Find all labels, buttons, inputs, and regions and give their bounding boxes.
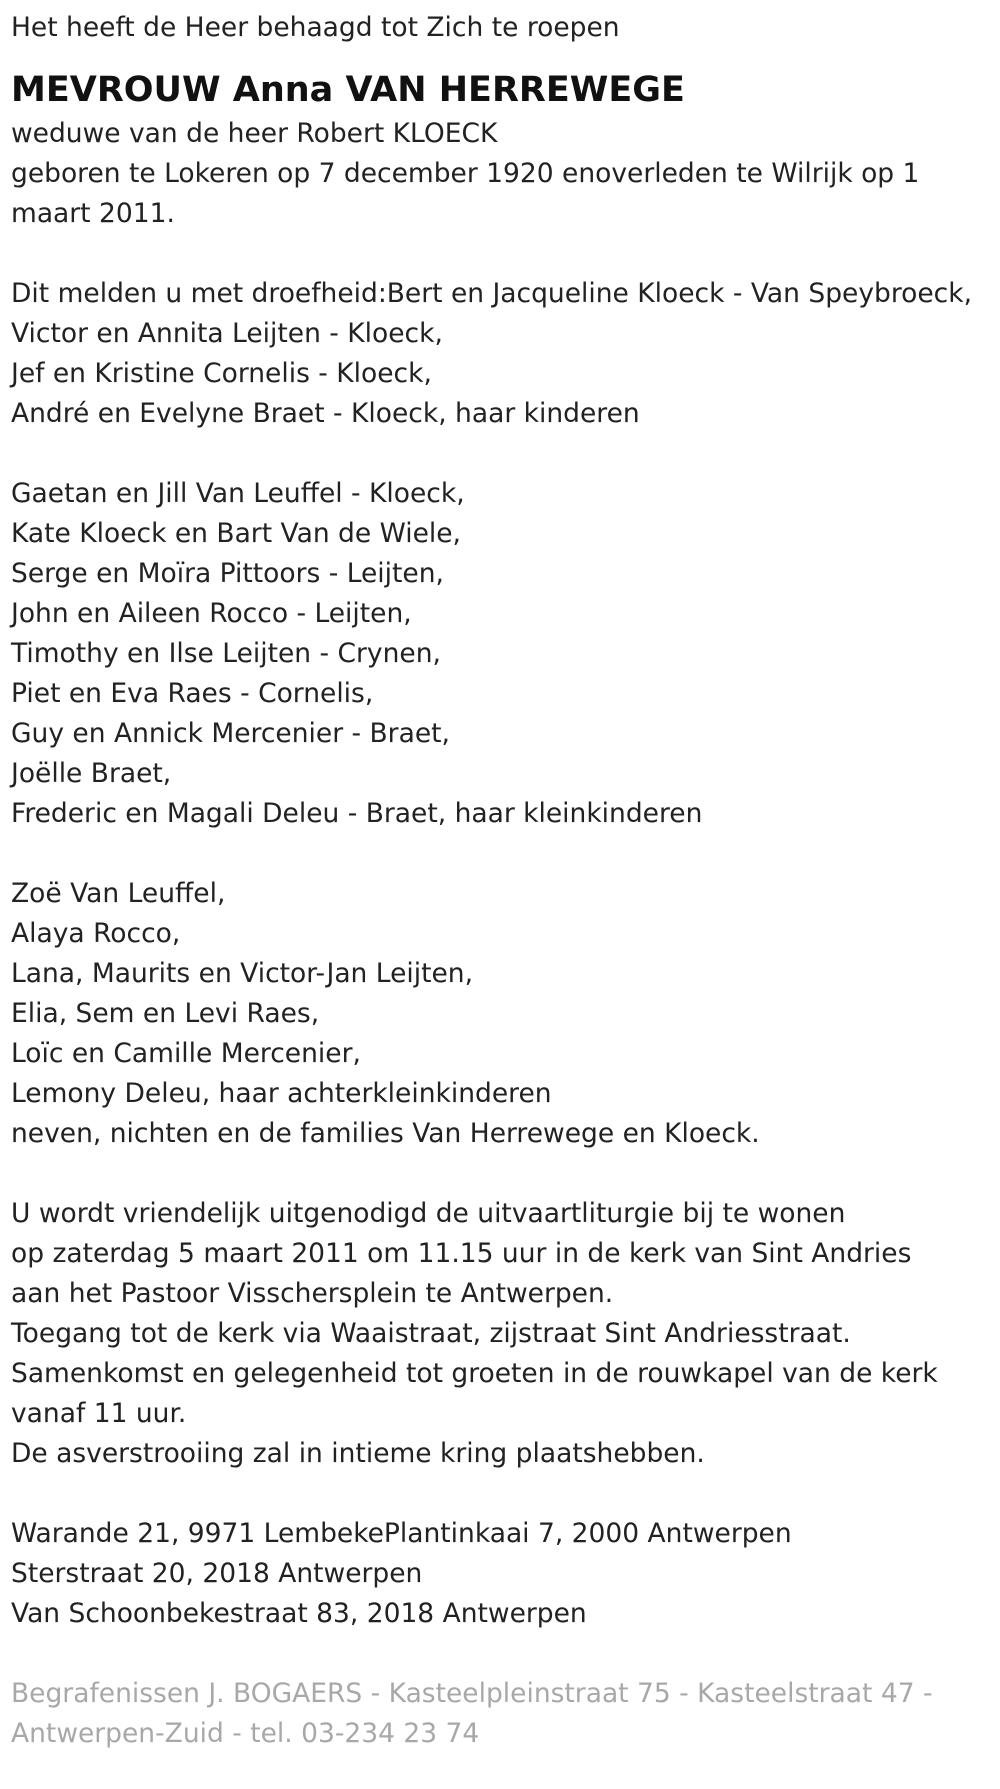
ceremony-line: op zaterdag 5 maart 2011 om 11.15 uur in de kerk van Sint Andries <box>11 1238 912 1269</box>
grandchildren-line: Guy en Annick Mercenier - Braet, <box>11 718 450 749</box>
great-grandchildren-line: Lemony Deleu, haar achterkleinkinderen <box>11 1078 552 1109</box>
great-grandchildren-line: Alaya Rocco, <box>11 918 181 949</box>
detail-line: maart 2011. <box>11 198 175 229</box>
intro-text: Het heeft de Heer behaagd tot Zich te roepen <box>11 12 620 43</box>
ceremony-line: vanaf 11 uur. <box>11 1398 187 1429</box>
great-grandchildren-line: Loïc en Camille Mercenier, <box>11 1038 361 1069</box>
children-line: André en Evelyne Braet - Kloeck, haar kinderen <box>11 398 640 429</box>
detail-line: geboren te Lokeren op 7 december 1920 enoverleden te Wilrijk op 1 <box>11 158 920 189</box>
ceremony-line: U wordt vriendelijk uitgenodigd de uitvaartliturgie bij te wonen <box>11 1198 846 1229</box>
grandchildren-line: John en Aileen Rocco - Leijten, <box>11 598 412 629</box>
address-line: Warande 21, 9971 LembekePlantinkaai 7, 2000 Antwerpen <box>11 1518 792 1549</box>
great-grandchildren-line: Lana, Maurits en Victor-Jan Leijten, <box>11 958 474 989</box>
great-grandchildren-line: neven, nichten en de families Van Herrewege en Kloeck. <box>11 1118 760 1149</box>
addresses-block <box>11 1514 989 1634</box>
address-line: Van Schoonbekestraat 83, 2018 Antwerpen <box>11 1598 587 1629</box>
great-grandchildren-line: Zoë Van Leuffel, <box>11 878 226 909</box>
deceased-name: MEVROUW Anna VAN HERREWEGE <box>11 70 685 110</box>
children-block <box>11 274 989 434</box>
ceremony-line: aan het Pastoor Visschersplein te Antwerpen. <box>11 1278 614 1309</box>
great-grandchildren-block <box>11 874 989 1154</box>
grandchildren-line: Gaetan en Jill Van Leuffel - Kloeck, <box>11 478 465 509</box>
grandchildren-line: Frederic en Magali Deleu - Braet, haar kleinkinderen <box>11 798 703 829</box>
ceremony-line: De asverstrooiing zal in intieme kring plaatshebben. <box>11 1438 705 1469</box>
grandchildren-line: Joëlle Braet, <box>11 758 172 789</box>
grandchildren-block <box>11 474 989 834</box>
ceremony-line: Toegang tot de kerk via Waaistraat, zijstraat Sint Andriesstraat. <box>11 1318 851 1349</box>
grandchildren-line: Timothy en Ilse Leijten - Crynen, <box>11 638 441 669</box>
details-block <box>11 114 989 234</box>
grandchildren-line: Kate Kloeck en Bart Van de Wiele, <box>11 518 461 549</box>
detail-line: weduwe van de heer Robert KLOECK <box>11 118 498 149</box>
footer-line: Antwerpen-Zuid - tel. 03-234 23 74 <box>11 1718 480 1749</box>
grandchildren-line: Serge en Moïra Pittoors - Leijten, <box>11 558 444 589</box>
grandchildren-line: Piet en Eva Raes - Cornelis, <box>11 678 374 709</box>
footer-line: Begrafenissen J. BOGAERS - Kasteelpleinstraat 75 - Kasteelstraat 47 - <box>11 1678 933 1709</box>
funeral-home-footer <box>11 1674 989 1754</box>
great-grandchildren-line: Elia, Sem en Levi Raes, <box>11 998 320 1029</box>
address-line: Sterstraat 20, 2018 Antwerpen <box>11 1558 423 1589</box>
ceremony-line: Samenkomst en gelegenheid tot groeten in de rouwkapel van de kerk <box>11 1358 938 1389</box>
children-line: Victor en Annita Leijten - Kloeck, <box>11 318 443 349</box>
children-line: Dit melden u met droefheid:Bert en Jacqueline Kloeck - Van Speybroeck, <box>11 278 972 309</box>
children-line: Jef en Kristine Cornelis - Kloeck, <box>11 358 432 389</box>
ceremony-block <box>11 1194 989 1474</box>
